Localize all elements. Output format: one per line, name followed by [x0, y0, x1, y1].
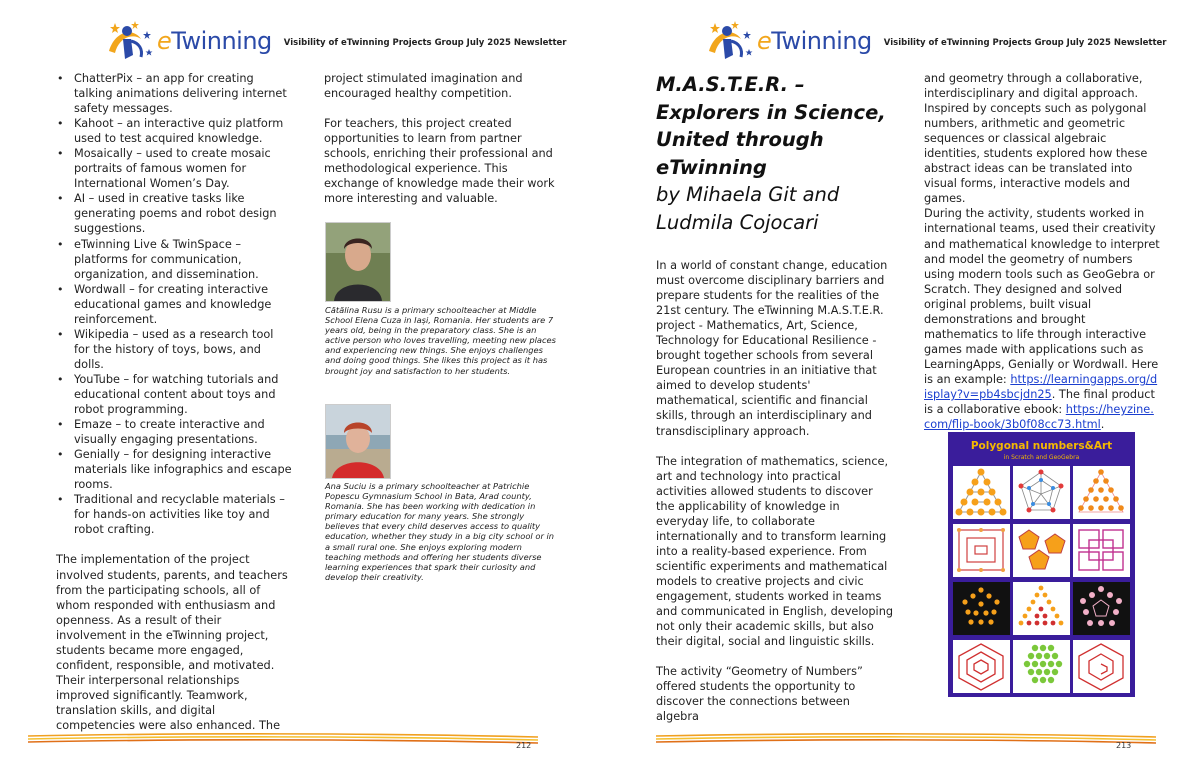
poster-tile-pentagons	[1013, 524, 1070, 577]
poster-tile-hexagon-green	[1013, 640, 1070, 693]
list-item: • Wikipedia – used as a research tool for the history of toys, bows, and dolls.	[74, 327, 292, 372]
footer-swoosh	[28, 731, 538, 747]
logo-wordmark	[757, 27, 872, 55]
paragraph-implementation: The implementation of the project involved students, parents, and teachers from the participating schools, all of whom responded with enthusiasm and openness. As a result of their involvement in the eTwinning project, students became more engaged, confident, responsible, and motivated. Their interpersonal relationships improved significantly. Teamwork, translation skills, and digital competencies were also enhanced. The	[56, 553, 288, 732]
paragraph-teachers: For teachers, this project created opportunities to learn from partner schools, enriching their professional and methodological experience. This exchange of knowledge made their work more interesting and valuable.	[324, 117, 555, 206]
tools-list	[56, 71, 292, 537]
article-column-1	[656, 71, 894, 724]
paragraph-during-end: .	[1100, 418, 1105, 432]
paragraph-during	[924, 206, 1160, 432]
list-item: • Mosaically – used to create mosaic portraits of famous women for International Women’s Day.	[74, 146, 292, 191]
article-author: by Mihaela Git and Ludmila Cojocari	[656, 183, 840, 234]
etwinning-stars-icon	[705, 19, 755, 63]
page-number-right: 213	[1116, 741, 1132, 750]
list-item: • Emaze – to create interactive and visually engaging presentations.	[74, 417, 292, 447]
poster-tile-spiral-triangle	[1013, 582, 1070, 635]
list-item: • YouTube – for watching tutorials and educational content about toys and robot programming.	[74, 372, 292, 417]
polygonal-numbers-poster	[948, 432, 1135, 697]
list-item: • Traditional and recyclable materials – for hands-on activities like toy and robot crafting.	[74, 492, 292, 537]
logo-e: e	[757, 27, 772, 55]
page-header	[105, 16, 566, 66]
teacher-photo-suciu	[325, 404, 391, 479]
paragraph-stimulated: project stimulated imagination and encouraged healthy competition.	[324, 72, 523, 101]
learningapps-link[interactable]: https://learningapps.org/display?v=pb4sbcjdn25	[924, 372, 1158, 401]
poster-title: Polygonal numbers&Art	[970, 440, 1113, 452]
logo-twinning: Twinning	[771, 27, 872, 55]
left-column	[56, 71, 292, 733]
poster-tile-pentagon-pink	[1073, 582, 1130, 635]
poster-subtitle: in Scratch and GeoGebra	[1003, 454, 1080, 461]
poster-tile-hexagon-spiral	[953, 640, 1010, 693]
newsletter-title: Visibility of eTwinning Projects Group July 2025 Newsletter	[883, 38, 1167, 48]
logo-e: e	[157, 27, 172, 55]
list-item: • ChatterPix – an app for creating talking animations delivering internet safety messages.	[74, 71, 292, 116]
poster-tile-pentagon-dark	[953, 582, 1010, 635]
poster-tile-hexagon-outline	[1073, 640, 1130, 693]
paragraph-integration: The integration of mathematics, science, art and technology into practical activities allowed students to discover the applicability of knowledge in everyday life, to collaborate internationally and to transform learning into a reality-based experience. From scientific experiments and mathematical models to creative projects and civic engagement, students worked in teams and communicated in English, developing not only their academic skills, but also their digital, social and linguistic skills.	[656, 454, 894, 649]
poster-tile-triangle-orange	[1073, 466, 1130, 519]
list-item: • Genially – for designing interactive materials like infographics and escape rooms.	[74, 447, 292, 492]
poster-tile-grid-squares	[1073, 524, 1130, 577]
heyzine-link[interactable]: https://heyzine.com/flip-book/3b0f08cc73.html	[924, 403, 1154, 432]
page-header	[705, 16, 1166, 66]
paragraph-during-mid: . The final product is a collaborative ebook:	[924, 387, 1155, 417]
etwinning-logo	[105, 19, 272, 63]
logo-twinning: Twinning	[171, 27, 272, 55]
paragraph-during-text: During the activity, students worked in international teams, used their creativity and mathematical knowledge to interpret and model the geometry of numbers using modern tools such as GeoGebra or Scratch. They designed and solved original problems, built visual demonstrations and brought mathematics to life through interactive games made with applications such as LearningApps, Genially or Wordwall. Here is an example:	[924, 207, 1160, 386]
paragraph-geometry: and geometry through a collaborative, interdisciplinary and digital approach. Inspired by concepts such as polygonal numbers, arithmetic and geometric sequences or classical algebraic identities, students explored how these abstract ideas can be translated into visual forms, interactive models and games.	[924, 72, 1148, 206]
paragraph-world: In a world of constant change, education must overcome disciplinary barriers and prepare students for the realities of the 21st century. The eTwinning M.A.S.T.E.R. project - Mathematics, Art, Science, Technology for Educational Resilience - brought together schools from several European countries in an initiative that aimed to develop students' mathematical, scientific and financial skills, through an interdisciplinary and transdisciplinary approach.	[656, 259, 888, 438]
caption-suciu: Ana Suciu is a primary schoolteacher at Patrichie Popescu Gymnasium School in Bata, Arad county, Romania. She has been working with dedication in primary education for many years. She strongly believes that every child deserves access to quality education, whether they study in a big city school or in a small rural one. She enjoys exploring modern teaching methods and offering her students diverse learning experiences that spark their curiosity and develop their creativity.	[325, 481, 555, 582]
etwinning-logo	[705, 19, 872, 63]
newsletter-title: Visibility of eTwinning Projects Group July 2025 Newsletter	[283, 38, 567, 48]
page-number-left: 212	[516, 741, 532, 750]
poster-tile-triangle	[953, 466, 1010, 519]
poster-tile-pentagon-web	[1013, 466, 1070, 519]
article-column-2	[924, 71, 1160, 432]
teacher-photo-rusu	[325, 222, 391, 302]
article-title: M.A.S.T.E.R. – Explorers in Science, United through eTwinning	[656, 73, 886, 179]
paragraph-activity: The activity “Geometry of Numbers” offered students the opportunity to discover the connections between algebra	[656, 665, 863, 724]
middle-column	[324, 71, 556, 206]
etwinning-stars-icon	[105, 19, 155, 63]
footer-swoosh	[656, 731, 1156, 747]
list-item: • eTwinning Live & TwinSpace – platforms for communication, organization, and dissemination.	[74, 237, 292, 282]
list-item: • Wordwall – for creating interactive educational games and knowledge reinforcement.	[74, 282, 292, 327]
list-item: • AI – used in creative tasks like generating poems and robot design suggestions.	[74, 191, 292, 236]
caption-rusu: Cătălina Rusu is a primary schoolteacher at Middle School Elena Cuza in Iași, Romania. Her students are 7 years old, being in the preparatory class. She is an active person who loves travelling, meeting new places and experiencing new things. She enjoys challenges and doing good things. She likes this project as it has brought joy and satisfaction to her students.	[325, 305, 556, 376]
list-item: • Kahoot – an interactive quiz platform used to test acquired knowledge.	[74, 116, 292, 146]
logo-wordmark	[157, 27, 272, 55]
poster-tile-squares	[953, 524, 1010, 577]
